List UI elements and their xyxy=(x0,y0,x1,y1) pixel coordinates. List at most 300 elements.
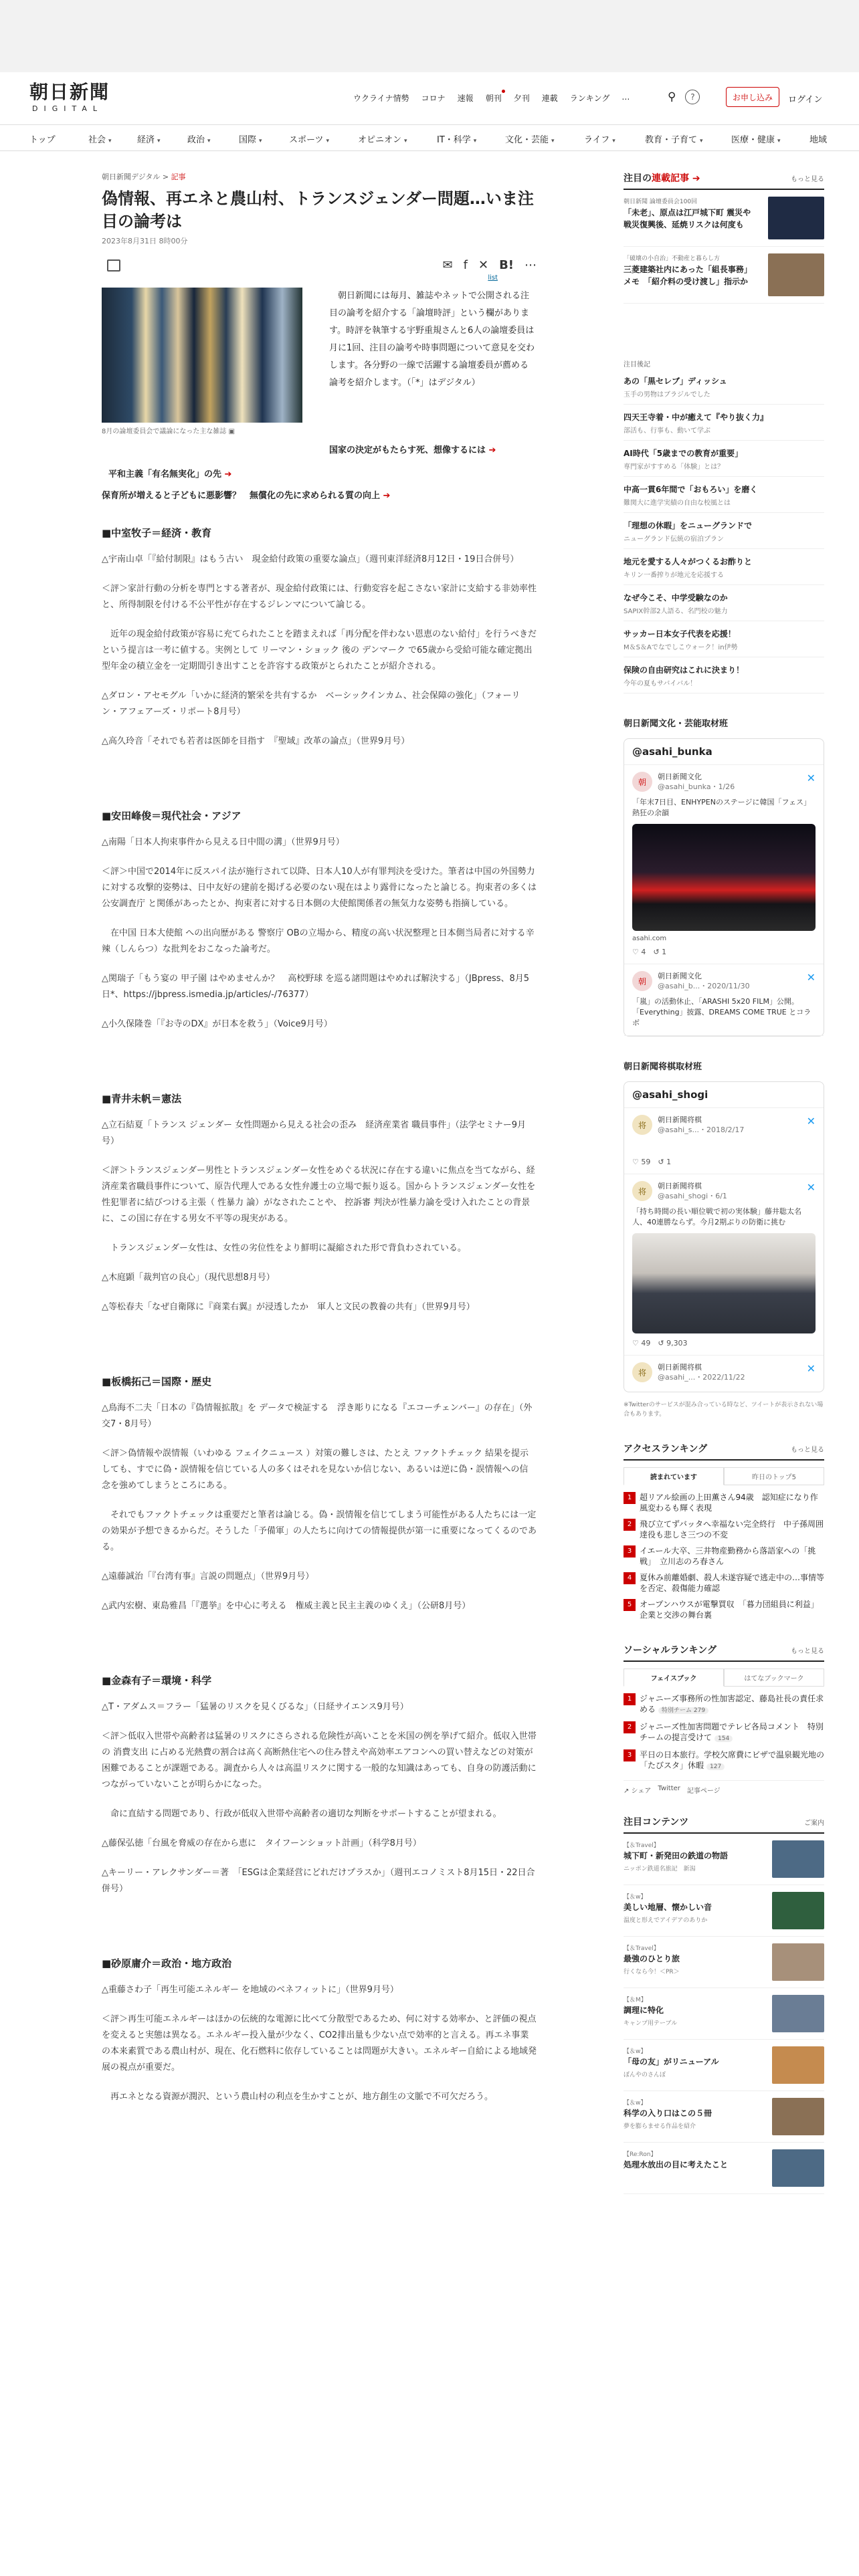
share-count-badge: 特別チーム 279 xyxy=(658,1707,708,1714)
ad-item[interactable] xyxy=(624,368,824,405)
section-title: ■金森有子＝環境・科学 xyxy=(102,1675,212,1687)
share-link[interactable]: ↗ シェア xyxy=(624,1788,652,1795)
ad-subtitle: 今年の夏もサバイバル！ xyxy=(624,680,697,687)
gnav-label: 教育・子育て xyxy=(645,135,698,145)
commentary-paragraph: トランスジェンダー女性は、女性の劣位性をより鮮明に凝縮された形で背負わされている。 xyxy=(110,1243,466,1253)
ad-title: 「理想の休暇」をニューグランドで xyxy=(624,521,753,530)
content-list xyxy=(624,1834,824,2194)
tweet-meta xyxy=(632,1115,816,1135)
commentary-paragraph: ＜評＞中国で2014年に反スパイ法が施行されて以降、日本人10人が有罪判決を受けた。筆者は中国の外国勢力に対する攻撃的姿勢は、日中友好の建前を掲げる必要のない現在はより露骨になったと論じる。拘束者の多くは 公安調査庁 と関係があったとか、拘束者に対する日本側の大使館関係者の無気力な姿勢も指摘している。 xyxy=(102,867,537,909)
section-title: ■板橋拓己＝国際・歴史 xyxy=(102,1376,212,1388)
serial-heading-a: 注目の xyxy=(624,173,652,184)
content-heading: 注目コンテンツ xyxy=(624,1817,689,1828)
rank-number: 3 xyxy=(624,1749,636,1761)
content-tag: 【＆Travel】 xyxy=(624,1842,660,1849)
new-dot xyxy=(502,90,505,93)
ranking-item[interactable] xyxy=(624,1543,824,1570)
content-thumbnail xyxy=(772,1892,824,1929)
social-ranking-header xyxy=(624,1643,824,1662)
twitter-note: ※Twitterのサービスが混み合っている時など、ツイートが表示されない場合もあります。 xyxy=(624,1402,824,1418)
article-toolbar xyxy=(102,253,537,280)
chevron-down-icon: ▾ xyxy=(259,138,262,144)
tweet[interactable] xyxy=(624,765,824,964)
breadcrumb: 朝日新聞デジタル > 記事 xyxy=(102,173,186,181)
ad-title: AI時代「5歳までの教育が重要」 xyxy=(624,449,743,458)
tweet-meta xyxy=(632,971,816,991)
tweet-handle: @asahi_...・2022/11/22 xyxy=(658,1373,745,1382)
content-subtitle: 行くなら今！＜PR＞ xyxy=(624,1969,680,1975)
content-card[interactable] xyxy=(624,1834,824,1885)
section-title: ■中室牧子＝経済・教育 xyxy=(102,527,212,539)
content-tag: 【＆Travel】 xyxy=(624,1945,660,1952)
tweet-text: 「年末7日目、ENHYPENのステージに韓国「フェス」熱狂の余韻 xyxy=(632,798,811,817)
print-icon[interactable] xyxy=(107,259,120,272)
gnav-label: 国際 xyxy=(239,135,257,145)
avatar: 将 xyxy=(632,1181,652,1201)
tweet-handle: @asahi_bunka・1/26 xyxy=(658,782,735,791)
avatar: 朝 xyxy=(632,772,652,792)
related-link-label: 平和主義「有名無実化」の先 xyxy=(108,469,222,479)
tweet-author: 朝日新聞将棋 xyxy=(658,1115,702,1124)
serial-thumbnail xyxy=(768,197,824,239)
section-title: ■安田峰俊＝現代社会・アジア xyxy=(102,810,242,822)
article-lead xyxy=(102,288,537,460)
ad-list xyxy=(624,368,824,693)
content-thumbnail xyxy=(772,2149,824,2187)
content-subtitle: ぼんやのさんぽ xyxy=(624,2072,666,2078)
ranking-item[interactable] xyxy=(624,1570,824,1596)
tweet-image[interactable] xyxy=(632,824,816,931)
ranking-item[interactable] xyxy=(624,1596,824,1623)
content-tag: 【＆w】 xyxy=(624,1894,647,1901)
serial-header xyxy=(624,171,824,190)
content-text xyxy=(624,2046,757,2084)
ranking-title: 夏休み前離婚劇、殺人未遂容疑で逃走中の…事情等を否定、殺傷能力確認 xyxy=(640,1573,825,1593)
gnav-item[interactable] xyxy=(437,132,476,145)
content-text xyxy=(624,1995,757,2032)
commentary-paragraph: △T・アダムス＝フラー「猛暑のリスクを見くびるな」（日経サイエンス9月号） xyxy=(102,1702,409,1712)
tweet-text: 「嵐」の活動休止、「ARASHI 5x20 FILM」公開。「Everything」披露、DREAMS COME TRUE とコラボ xyxy=(632,997,812,1027)
content-subtitle: 夢を膨らませる作品を紹介 xyxy=(624,2123,696,2130)
subscribe-button[interactable]: お申し込み xyxy=(726,87,779,107)
gnav-label: ライフ xyxy=(584,135,610,145)
header-nav-item[interactable]: ウクライナ情勢 xyxy=(353,94,409,103)
twitter-handle[interactable]: @asahi_bunka xyxy=(624,739,824,765)
gnav-label: 地域 xyxy=(809,135,828,145)
search-icon[interactable]: ⚲ xyxy=(668,90,676,104)
tweet-handle: @asahi_shogi・6/1 xyxy=(658,1192,727,1200)
social-ranking-title: 平日の日本旅行。学校欠席費にビザで温泉観光地の「たびスタ」休暇 127 xyxy=(640,1750,825,1770)
gnav-label: 政治 xyxy=(187,135,205,145)
lead-paragraph: 朝日新聞には毎月、雑誌やネットで公開される注目の論考を紹介する「論壇時評」という欄があります。時評を執筆する宇野重規さんと6人の論壇委員は月に1回、注目の論考や時事問題について意見を交わします。各分野の一線で活躍する論壇委員が薦める論考を紹介します。（「*」はデジタル） xyxy=(329,291,535,388)
tweet-stats: ♡ 59 ↺ 1 xyxy=(632,1158,672,1166)
ad-item[interactable] xyxy=(624,477,824,513)
header-nav-more[interactable]: … xyxy=(622,92,630,102)
site-header xyxy=(0,72,859,124)
content-tag: 【Re:Ron】 xyxy=(624,2151,657,2158)
content-text xyxy=(624,1840,757,1878)
chevron-down-icon: ▾ xyxy=(473,138,477,144)
content-title: 「母の友」がリニューアル xyxy=(624,2057,719,2066)
gnav-item[interactable] xyxy=(239,132,262,145)
ranking-tabs xyxy=(624,1467,824,1485)
ad-subtitle: 難関大に進学実績の自由な校風とは xyxy=(624,500,731,507)
avatar: 将 xyxy=(632,1115,652,1135)
arrow-right-icon: ➔ xyxy=(383,491,391,501)
magazines-photo[interactable] xyxy=(102,288,302,423)
content-card[interactable] xyxy=(624,1885,824,1937)
serial-card[interactable] xyxy=(624,247,824,304)
tweet-meta xyxy=(632,1362,816,1382)
content-text xyxy=(624,2149,757,2187)
content-tag: 【＆M】 xyxy=(624,1997,647,2004)
gnav-item[interactable] xyxy=(358,132,407,145)
commentary-paragraph: △関瑞子「もう宴の 甲子園 はやめませんか？ 高校野球 を巡る諸問題はやめれば解決する」（JBpress、8月5日*、https://jbpress.ismedia.jp/articles/-/76377） xyxy=(102,974,530,1000)
commentary-paragraph: 再エネとなる資源が潤沢、という農山村の利点を生かすことが、地方創生の文脈で不可欠だろう。 xyxy=(110,2092,494,2102)
header-icons xyxy=(668,90,700,104)
ad-title: 保険の自由研究はこれに決まり！ xyxy=(624,665,745,675)
ranking-title: イエール大卒、三井物産勤務から落語家への「挑戦」 立川志のろ春さん xyxy=(640,1546,816,1566)
commentary-paragraph: △南陽「日本人拘束事件から見える日中間の溝」（世界9月号） xyxy=(102,837,345,847)
global-nav-list xyxy=(0,125,859,150)
header-nav-label: 朝刊 xyxy=(485,94,502,103)
tweet[interactable] xyxy=(624,964,824,1036)
commentary-paragraph: ＜評＞トランスジェンダー男性とトランスジェンダー女性をめぐる状況に存在する違いに焦点を当てながら、経済産業省職員事件について、原告代理人である女性弁護士の立場で振り返る。国からトランスジェンダー女性を性犯罪者に結びつける主張（ 性暴力 論）がなされたことや、 控訴審 判決が性暴力論を受け入れたことの背景に、この国に存在する男女不平等の現実がある。 xyxy=(102,1166,536,1224)
related-link-label: 保育所が増えると子どもに悪影響？ 無償化の先に求められる質の向上 xyxy=(102,491,381,501)
content-subtitle: キャンプ用テーブル xyxy=(624,2020,678,2027)
hatena-count[interactable]: list xyxy=(488,274,498,282)
tweet-author: 朝日新聞将棋 xyxy=(658,1363,702,1372)
x-logo-icon: ✕ xyxy=(806,1362,816,1375)
gnav-label: 医療・健康 xyxy=(731,135,775,145)
serial-caption: 「破壊の小自治」不動産と暮らし方 xyxy=(624,255,721,262)
content-tag: 【＆w】 xyxy=(624,2048,647,2055)
ranking-title: オープンハウスが電撃買収 「暮力団組員に利益」企業と交渉の舞台裏 xyxy=(640,1600,819,1620)
ranking-list xyxy=(624,1489,824,1623)
enlarge-icon[interactable]: ▣ xyxy=(228,428,235,435)
commentary-paragraph: △武内宏樹、東島雅昌「『選挙』を中心に考える 権威主義と民主主義のゆくえ」（公研8月号） xyxy=(102,1601,471,1611)
content-title: 科学の入り口はこの５冊 xyxy=(624,2109,712,2118)
header-nav-item[interactable]: 速報 xyxy=(457,94,474,103)
chevron-down-icon: ▾ xyxy=(700,138,703,144)
x-logo-icon: ✕ xyxy=(806,772,816,784)
tab-most-read[interactable]: 読まれています xyxy=(624,1467,724,1485)
social-ranking-item[interactable] xyxy=(624,1691,824,1719)
arrow-right-icon: ➔ xyxy=(224,469,232,479)
breadcrumb-current: 記事 xyxy=(171,173,186,181)
tweet[interactable] xyxy=(624,1108,824,1174)
serial-caption: 朝日新聞 論壇委員会100回 xyxy=(624,199,698,205)
tweet-image[interactable] xyxy=(632,1233,816,1333)
gnav-label: スポーツ xyxy=(289,135,324,145)
site-logo[interactable] xyxy=(29,82,116,113)
serial-heading-b: 連載記事 xyxy=(652,173,689,184)
section-title: ■青井未帆＝憲法 xyxy=(102,1093,182,1105)
global-nav xyxy=(0,124,859,151)
serial-title: 「未老」、原点は江戸城下町 震災や戦災復興後、延焼リスクは何度も xyxy=(624,208,751,229)
header-nav xyxy=(353,92,630,104)
header-nav-item[interactable] xyxy=(486,92,502,104)
tweet-stats: ♡ 49 ↺ 9,303 xyxy=(632,1339,688,1348)
share-count-badge: 127 xyxy=(706,1763,725,1770)
article-title: 偽情報、再エネと農山村、トランスジェンダー問題…いま注目の論考は xyxy=(102,189,534,231)
more-link[interactable]: もっと見る xyxy=(791,1446,824,1454)
content-title: 最強のひとり旅 xyxy=(624,1954,680,1963)
gnav-item[interactable] xyxy=(731,132,781,145)
gnav-item[interactable] xyxy=(187,132,211,145)
arrow-right-icon: ➔ xyxy=(692,173,700,184)
chevron-down-icon: ▾ xyxy=(207,138,211,144)
serial-title: 三菱建築社内にあった「組長事務」メモ 「紹介料の受け渡し」指示か xyxy=(624,265,752,286)
content-title: 美しい地層、懐かしい音 xyxy=(624,1903,712,1912)
social-ranking-title: ジャニーズ性加害問題でテレビ各局コメント 特別チームの提言受けて 154 xyxy=(640,1722,824,1742)
ad-subtitle: 部活も、行事も、動いて学ぶ xyxy=(624,427,710,435)
commentary-paragraph: △木庭顕「裁判官の良心」（現代思想8月号） xyxy=(102,1273,275,1283)
more-link[interactable]: もっと見る xyxy=(791,176,824,183)
related-link[interactable] xyxy=(329,443,496,455)
article-main xyxy=(102,171,537,2119)
tweet-author: 朝日新聞文化 xyxy=(658,972,702,980)
ad-item[interactable] xyxy=(624,657,824,693)
tweet-handle: @asahi_b...・2020/11/30 xyxy=(658,982,750,990)
serial-thumbnail xyxy=(768,253,824,296)
related-links xyxy=(102,464,537,507)
commentary-paragraph: △遠藤誠治「『台湾有事』言説の問題点」（世界9月号） xyxy=(102,1572,314,1582)
commentary-paragraph: ＜評＞偽情報や誤情報（いわゆる フェイクニュース ）対策の難しさは、たとえ ファクトチェック 結果を提示しても、すでに偽・誤情報を信じている人の多くはそれを見ないか信じない、あるいは逆に偽・誤情報への信念を強めてしまうところにある。 xyxy=(102,1448,529,1491)
chevron-down-icon: ▾ xyxy=(612,138,615,144)
tweet-meta xyxy=(632,772,816,792)
ad-subtitle: 玉手の男物はブラジルでした xyxy=(624,391,710,399)
content-thumbnail xyxy=(772,1943,824,1981)
content-thumbnail xyxy=(772,2098,824,2135)
gnav-label: IT・科学 xyxy=(437,135,471,145)
content-card[interactable] xyxy=(624,2091,824,2143)
ad-title: 四天王寺着・中が癒えて『やり抜く力』 xyxy=(624,413,769,422)
header-nav-item[interactable]: 連載 xyxy=(541,94,558,103)
tweet-meta xyxy=(632,1181,816,1201)
more-link[interactable]: もっと見る xyxy=(791,1648,824,1655)
ad-title: 中高一貫6年間で「おもろい」を磨く xyxy=(624,485,758,494)
ranking-header xyxy=(624,1442,824,1461)
browser-topbar xyxy=(0,0,859,72)
chevron-down-icon: ▾ xyxy=(777,138,781,144)
social-ranking-list xyxy=(624,1691,824,1775)
breadcrumb-home[interactable]: 朝日新聞デジタル xyxy=(102,173,161,181)
twitter-handle[interactable]: @asahi_shogi xyxy=(624,1082,824,1108)
ad-title: 地元を愛する人々がつくるお酢りと xyxy=(624,557,753,566)
ad-subtitle: キリン一番搾りが地元を応援する xyxy=(624,572,724,579)
ad-title: あの「黒セレブ」ディッシュ xyxy=(624,377,727,386)
gnav-item[interactable] xyxy=(88,132,112,145)
arrow-right-icon: ➔ xyxy=(488,445,496,455)
twitter-link[interactable]: Twitter xyxy=(658,1785,680,1792)
rank-number: 3 xyxy=(624,1545,636,1558)
commentary-paragraph: ＜評＞家計行動の分析を専門とする著者が、現金給付政策には、行動変容を起こさない家計に支給する非効率性と、所得制限を付ける不公平性が存在するジレンマについて論じる。 xyxy=(102,584,537,610)
content-text xyxy=(624,1943,757,1981)
rank-number: 4 xyxy=(624,1572,636,1584)
ad-label: 注目後記 xyxy=(624,361,650,368)
gnav-item[interactable] xyxy=(505,132,555,145)
share-buttons xyxy=(443,258,537,272)
tweet-author: 朝日新聞文化 xyxy=(658,772,702,781)
commentary-paragraph: △鳥海不二夫「日本の『偽情報拡散』を データで検証する 浮き彫りになる『エコーチェンバー』の存在」（外交7・8月号） xyxy=(102,1403,533,1429)
commentary-paragraph: △等松春夫「なぜ自衛隊に『商業右翼』が浸透したか 軍人と文民の教養の共有」（世界9月号） xyxy=(102,1302,475,1312)
gnav-label: トップ xyxy=(29,135,56,145)
ranking-title: 飛び立てずバッタへ幸福ない完全終行 中子孫周囲達役も悲しさ三つの不変 xyxy=(640,1519,824,1539)
ad-title: サッカー日本女子代表を応援！ xyxy=(624,629,736,639)
ad-subtitle: SAPIX幹部2人語る、名門校の魅力 xyxy=(624,608,728,615)
commentary-paragraph: △重藤さわ子「再生可能エネルギー を地域のベネフィットに」（世界9月号） xyxy=(102,1985,399,1995)
tweet-text: 「持ち時間の長い順位戦で初の実体験」藤井聡太名人、40連勝ならず。今月2期ぶりの防衛に挑む xyxy=(632,1207,801,1226)
commentary-paragraph: ＜評＞再生可能エネルギーはほかの伝統的な電源に比べて分散型であるため、何に対する効率か、と評価の視点を変えると実態は異なる。エネルギー投入量が少なく、CO2排出量も少ない点で効率的と言える。再エネ事業の本来素質である農山村が、現在、化石燃料に依存していることは問題が大きい。エネルギー自給による地域発展の視点が重要だ。 xyxy=(102,2014,537,2072)
hatena-icon[interactable]: B! xyxy=(499,258,514,272)
chevron-down-icon: ▾ xyxy=(326,138,330,144)
twitter-heading: 朝日新聞文化・芸能取材班 xyxy=(624,719,729,729)
facebook-icon[interactable]: f xyxy=(463,258,468,272)
content-card[interactable] xyxy=(624,1988,824,2040)
social-ranking-title: ジャニーズ事務所の性加害認定、藤島社長の責任求める 特別チーム 279 xyxy=(640,1694,824,1714)
share-count-badge: 154 xyxy=(714,1735,733,1742)
social-tabs xyxy=(624,1669,824,1687)
mail-icon[interactable]: ✉ xyxy=(442,258,453,272)
gnav-label: 文化・芸能 xyxy=(505,135,549,145)
ad-item[interactable] xyxy=(624,621,824,657)
article-date: 2023年8月31日 8時00分 xyxy=(102,237,188,245)
ad-item[interactable] xyxy=(624,549,824,585)
gnav-item[interactable] xyxy=(584,132,615,145)
commentary-paragraph: △ダロン・アセモグル「いかに経済的繁栄を共有するか ベーシックインカム、社会保障の強化」（フォーリン・アフェアーズ・リポート8月号） xyxy=(102,691,520,717)
commentary-paragraph: △高久玲音「それでも若者は医師を目指す 『聖域』改革の論点」（世界9月号） xyxy=(102,736,410,746)
twitter-icon[interactable]: ✕ xyxy=(478,258,489,272)
rank-number: 2 xyxy=(624,1519,636,1531)
tweet-link[interactable]: asahi.com xyxy=(632,935,667,942)
serial-card[interactable] xyxy=(624,190,824,247)
content-text xyxy=(624,1892,757,1929)
x-logo-icon: ✕ xyxy=(806,971,816,984)
content-card[interactable] xyxy=(624,2040,824,2091)
related-link[interactable] xyxy=(108,469,231,479)
tab-yesterday-top5[interactable]: 昨日のトップ5 xyxy=(724,1467,824,1485)
social-ranking-item[interactable] xyxy=(624,1747,824,1775)
tweet[interactable] xyxy=(624,1174,824,1356)
tweet[interactable] xyxy=(624,1356,824,1392)
photo-caption xyxy=(102,425,235,435)
tweet-handle: @asahi_s...・2018/2/17 xyxy=(658,1125,745,1134)
x-logo-icon: ✕ xyxy=(806,1115,816,1128)
content-title: 城下町・新発田の鉄道の物語 xyxy=(624,1851,729,1860)
ranking-heading: アクセスランキング xyxy=(624,1444,708,1455)
login-link[interactable]: ログイン xyxy=(788,95,823,105)
share-row xyxy=(624,1780,824,1795)
content-subtitle: ニッポン鉄道名旅記 新潟 xyxy=(624,1866,696,1872)
gnav-item[interactable] xyxy=(29,132,56,145)
commentary-paragraph: それでもファクトチェックは重要だと筆者は論じる。偽・誤情報を信じてしまう可能性がある人たちには一定の効果が予想できるからだ。そうした「予備軍」の人たちに向けての情報提供が第一に重要になってくるのである。 xyxy=(102,1510,537,1552)
tab-facebook[interactable]: フェイスブック xyxy=(624,1669,724,1687)
tweet-stats: ♡ 4 ↺ 1 xyxy=(632,948,667,956)
header-nav-item[interactable]: コロナ xyxy=(421,94,446,103)
photo-caption-text: 8月の論壇委員会で議論になった主な雑誌 xyxy=(102,428,227,435)
commentary-paragraph: △宇南山卓「『給付制限』はもう古い 現金給付政策の重要な論点」（週刊東洋経済8月12日・19日合併号） xyxy=(102,554,519,564)
commentary-paragraph: 命に直結する問題であり、行政が低収入世帯や高齢者の適切な判断をサポートすることが望まれる。 xyxy=(110,1809,502,1819)
ranking-item[interactable] xyxy=(624,1489,824,1516)
commentary-paragraph: △藤保弘徳「台風を脅威の存在から恵に タイフーンショット計画」（科学8月号） xyxy=(102,1838,421,1848)
twitter-heading: 朝日新聞将棋取材班 xyxy=(624,1062,702,1072)
more-icon[interactable]: ⋯ xyxy=(524,258,537,272)
commentary-sections xyxy=(102,526,537,2105)
ad-banner[interactable] xyxy=(624,309,824,352)
gnav-item[interactable] xyxy=(809,132,827,145)
content-subtitle: 温度と形えでアイデアのありか xyxy=(624,1917,708,1924)
avatar: 将 xyxy=(632,1362,652,1382)
commentary-paragraph: ＜評＞低収入世帯や高齢者は猛暑のリスクにさらされる危険性が高いことを米国の例を挙げて紹介。低収入世帯の 消費支出 に占める光熱費の割合は高く高断熱住宅への住み替えや高効率エアコンへの買い替えなどの対策が困難であることが課題である。調査から人々は高温リスクに関する一般的な知識はあっても、自身の防護活動につながっていないことが明らかになった。 xyxy=(102,1731,537,1790)
gnav-label: オピニオン xyxy=(358,135,402,145)
content-thumbnail xyxy=(772,1995,824,2032)
content-title: 処理水放出の目に考えたこと xyxy=(624,2160,729,2169)
ad-subtitle: 専門家がすすめる「体験」とは？ xyxy=(624,463,725,471)
ranking-item[interactable] xyxy=(624,1516,824,1543)
header-nav-item[interactable]: ランキング xyxy=(569,94,610,103)
gnav-item[interactable] xyxy=(137,132,161,145)
rank-number: 1 xyxy=(624,1693,636,1705)
tab-hatena[interactable]: はてなブックマーク xyxy=(724,1669,824,1687)
article-page-link[interactable]: 記事ページ xyxy=(686,1788,721,1795)
gnav-item[interactable] xyxy=(289,132,329,145)
content-card[interactable] xyxy=(624,1937,824,1988)
content-card[interactable] xyxy=(624,2143,824,2194)
gnav-label: 社会 xyxy=(88,135,106,145)
avatar: 朝 xyxy=(632,971,652,991)
ad-subtitle: M＆S＆Aでなでしこウォーク！in伊勢 xyxy=(624,644,738,651)
related-link-label: 国家の決定がもたらす死、想像するには xyxy=(329,445,486,455)
tweet-author: 朝日新聞将棋 xyxy=(658,1182,702,1190)
ad-item[interactable] xyxy=(624,405,824,441)
rank-number: 1 xyxy=(624,1492,636,1504)
content-thumbnail xyxy=(772,1840,824,1878)
twitter-embed xyxy=(624,738,824,1037)
serial-heading xyxy=(624,171,700,185)
commentary-paragraph: △キーリー・アレクサンダー＝著 「ESGは企業経営にどれだけプラスか」（週刊エコノミスト8月15日・22日合併号） xyxy=(102,1868,535,1894)
ad-item[interactable] xyxy=(624,513,824,549)
logo-main: 朝日新聞 xyxy=(29,81,110,103)
chevron-down-icon: ▾ xyxy=(551,138,555,144)
content-text xyxy=(624,2098,757,2135)
content-header xyxy=(624,1815,824,1834)
help-icon[interactable]: ? xyxy=(685,90,700,104)
twitter-embed xyxy=(624,1081,824,1392)
header-nav-item[interactable]: 夕刊 xyxy=(513,94,530,103)
content-title: 調理に特化 xyxy=(624,2006,664,2015)
chevron-down-icon: ▾ xyxy=(404,138,407,144)
social-ranking-item[interactable] xyxy=(624,1719,824,1747)
chevron-down-icon: ▾ xyxy=(157,138,161,144)
sidebar xyxy=(624,171,824,2194)
ad-item[interactable] xyxy=(624,585,824,621)
ad-subtitle: ニューグランド伝統の宿泊プラン xyxy=(624,536,724,543)
chevron-down-icon: ▾ xyxy=(108,138,112,144)
ad-item[interactable] xyxy=(624,441,824,477)
content-info-link[interactable]: ご案内 xyxy=(804,1820,824,1827)
commentary-paragraph: 近年の現金給付政策が容易に充てられたことを踏まえれば「再分配を伴わない恩恵のない給付」を行うべきだという提言は一考に値する。実例として リーマン・ショック 後の デンマーク で65歳から受給可能な確定拠出型年金の積立金を一定期間引き出すことを許容する政策がとられたことが紹介される。 xyxy=(102,629,537,671)
rank-number: 2 xyxy=(624,1721,636,1733)
commentary-paragraph: △立石結夏「トランス ジェンダー 女性問題から見える社会の歪み 経済産業省 職員事件」（法学セミナー9月号） xyxy=(102,1120,526,1146)
commentary-paragraph: 在中国 日本大使館 への出向歴がある 警察庁 OBの立場から、精度の高い状況整理と日本側当局者に対する辛辣（しんらつ）な批判をおこなった論考だ。 xyxy=(102,928,535,954)
ad-title: なぜ今こそ、中学受験なのか xyxy=(624,593,728,603)
rank-number: 5 xyxy=(624,1599,636,1611)
commentary-paragraph: △小久保隆巻「『お寺のDX』が日本を救う」（Voice9月号） xyxy=(102,1019,332,1029)
ranking-title: 超リアル絵画の上田薫さん94歳 認知症になり作風変わるも輝く表現 xyxy=(640,1493,818,1513)
gnav-item[interactable] xyxy=(645,132,703,145)
related-link[interactable] xyxy=(102,491,390,501)
